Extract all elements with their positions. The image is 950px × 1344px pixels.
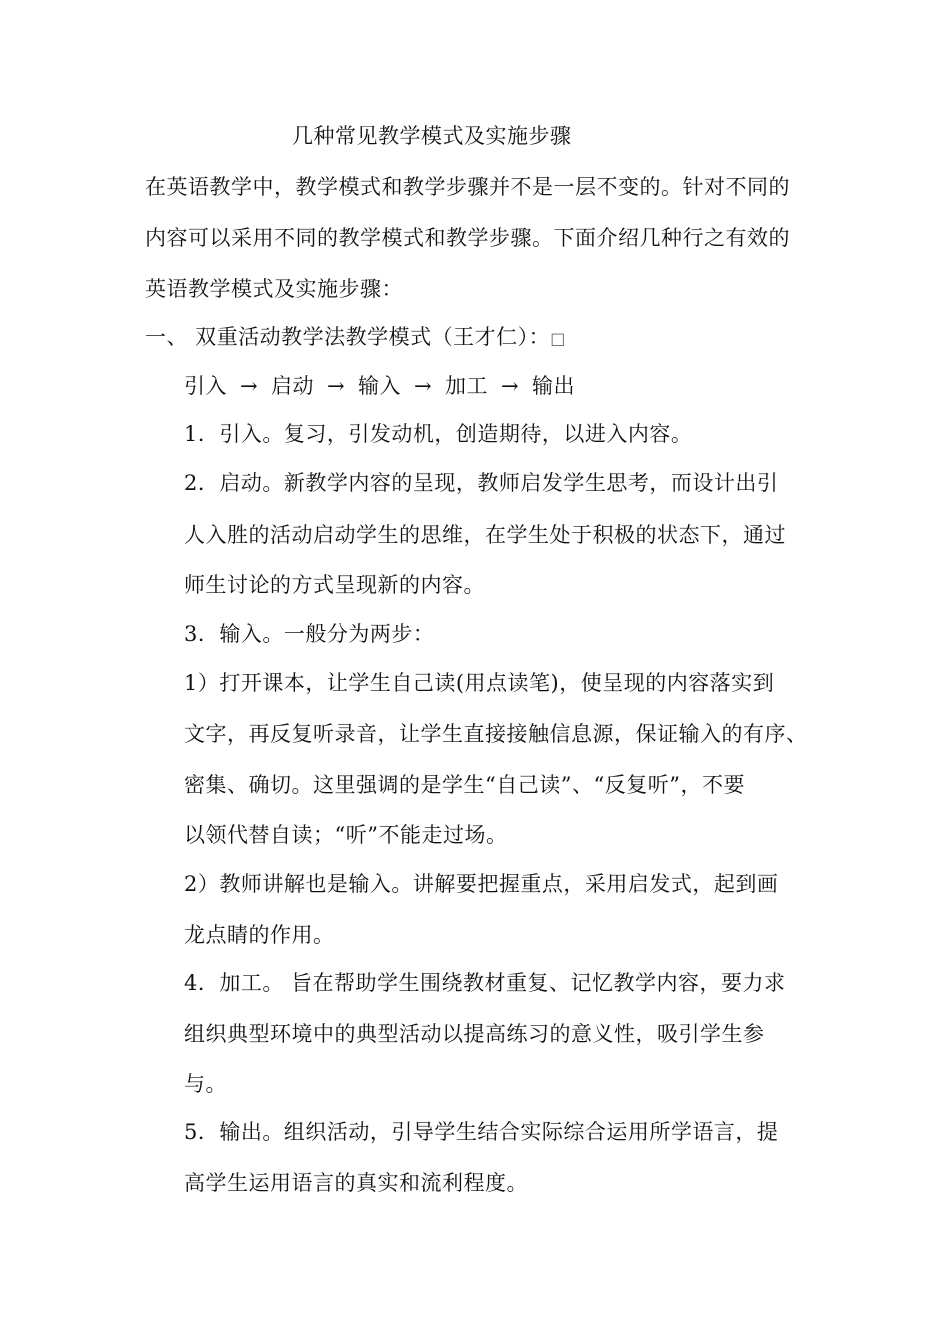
item-4-line-2: 组织典型环境中的典型活动以提高练习的意义性，吸引学生参 (184, 1022, 765, 1046)
item-1-line-1: 1．引入。复习，引发动机，创造期待，以进入内容。 (184, 422, 693, 446)
item-3b-line-1: 2）教师讲解也是输入。讲解要把握重点，采用启发式，起到画 (184, 872, 779, 896)
item-2-line-1: 2．启动。新教学内容的呈现，教师启发学生思考，而设计出引 (184, 471, 779, 495)
intro-line-3: 英语教学模式及实施步骤： (145, 277, 403, 301)
item-3a-line-2: 文字，再反复听录音，让学生直接接触信息源，保证输入的有序、 (184, 722, 808, 746)
flow-step-3: 输入 (358, 374, 401, 398)
intro-line-2: 内容可以采用不同的教学模式和教学步骤。下面介绍几种行之有效的 (145, 226, 790, 250)
flow-arrow-icon: → (413, 374, 433, 398)
section-heading (145, 324, 566, 352)
flow-arrow-icon: → (326, 374, 346, 398)
item-2-line-2: 人入胜的活动启动学生的思维，在学生处于积极的状态下，通过 (184, 523, 786, 547)
flow-step-1: 引入 (184, 374, 227, 398)
flow-step-5: 输出 (532, 374, 575, 398)
flow-arrow-icon: → (500, 374, 520, 398)
flow-step-2: 启动 (271, 374, 314, 398)
item-2-line-3: 师生讨论的方式呈现新的内容。 (184, 573, 485, 597)
item-3b-line-2: 龙点睛的作用。 (184, 923, 335, 947)
process-flow (184, 373, 575, 399)
item-4-line-3: 与。 (184, 1072, 227, 1096)
flow-arrow-icon: → (239, 374, 259, 398)
section-heading-text: 一、 双重活动教学法教学模式（王才仁）： (145, 325, 551, 349)
placeholder-square-icon: □ (550, 329, 566, 348)
item-5-line-1: 5．输出。组织活动，引导学生结合实际综合运用所学语言，提 (184, 1120, 779, 1144)
item-3a-line-3: 密集、确切。这里强调的是学生“自己读”、“反复听”，不要 (184, 773, 745, 797)
item-5-line-2: 高学生运用语言的真实和流利程度。 (184, 1171, 528, 1195)
flow-step-4: 加工 (445, 374, 488, 398)
item-3a-line-4: 以领代替自读；“听”不能走过场。 (184, 823, 508, 847)
item-4-line-1: 4．加工。 旨在帮助学生围绕教材重复、记忆教学内容，要力求 (184, 971, 786, 995)
item-3-line-1: 3．输入。一般分为两步： (184, 622, 435, 646)
item-3a-line-1: 1）打开课本，让学生自己读(用点读笔)，使呈现的内容落实到 (184, 671, 775, 695)
intro-line-1: 在英语教学中，教学模式和教学步骤并不是一层不变的。针对不同的 (145, 175, 790, 199)
document-title: 几种常见教学模式及实施步骤 (292, 124, 572, 148)
